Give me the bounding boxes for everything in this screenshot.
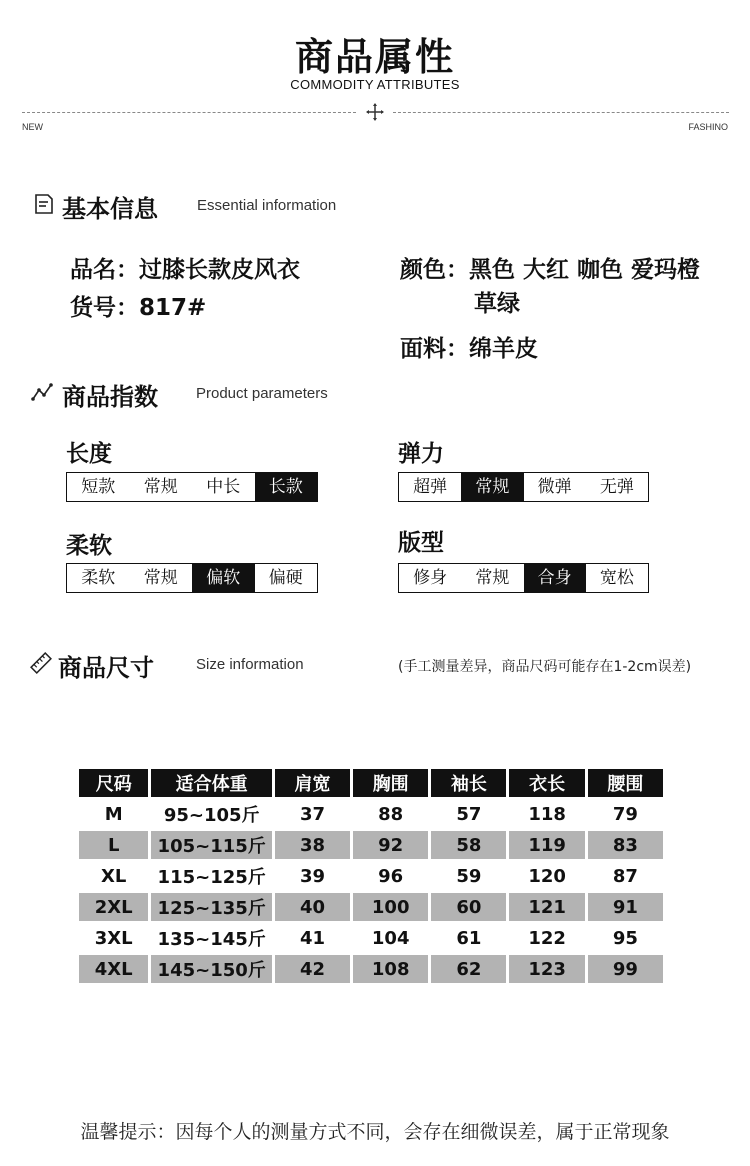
color-line-1: 颜色：黑色 大红 咖色 爱玛橙 [400,257,701,283]
table-header-row [79,769,663,797]
table-cell: 95 [588,924,663,952]
table-cell: 119 [509,831,584,859]
table-header-cell: 尺码 [79,769,148,797]
param-option: 超弹 [413,477,448,497]
param-label-fit: 版型 [398,530,444,556]
table-cell: 96 [353,862,428,890]
size-table [76,766,666,986]
size-title: 商品尺寸 [58,654,154,682]
page-subtitle: COMMODITY ATTRIBUTES [290,77,460,92]
param-option-selected: 合身 [524,564,586,592]
table-cell: 115~125斤 [151,862,271,890]
table-cell: 88 [353,800,428,828]
param-option: 柔软 [81,568,116,588]
param-label-softness: 柔软 [66,533,112,559]
new-label: NEW [22,122,43,132]
table-cell: 123 [509,955,584,983]
document-icon [33,193,55,215]
param-box-softness [66,563,318,593]
size-note: (手工测量差异，商品尺码可能存在1-2cm误差) [398,659,692,675]
param-option-selected: 常规 [461,473,523,501]
table-cell: 105~115斤 [151,831,271,859]
table-cell: 99 [588,955,663,983]
table-cell: M [79,800,148,828]
params-subtitle: Product parameters [196,385,328,402]
table-row [79,800,663,828]
param-option-selected: 长款 [255,473,318,501]
basic-info-subtitle: Essential information [197,197,337,214]
table-header-cell: 袖长 [431,769,506,797]
table-cell: 83 [588,831,663,859]
fabric: 面料：绵羊皮 [400,336,538,362]
table-cell: 125~135斤 [151,893,271,921]
table-cell: 57 [431,800,506,828]
table-cell: 4XL [79,955,148,983]
table-cell: 62 [431,955,506,983]
param-label-length: 长度 [66,441,112,467]
table-cell: 40 [275,893,350,921]
param-option: 常规 [475,568,510,588]
param-option: 短款 [81,477,116,497]
param-option: 偏硬 [268,568,303,588]
param-box-elasticity [398,472,649,502]
table-header-cell: 腰围 [588,769,663,797]
table-row [79,955,663,983]
param-box-length [66,472,318,502]
table-cell: 42 [275,955,350,983]
param-option: 常规 [143,477,178,497]
param-option-selected: 偏软 [192,564,255,592]
table-cell: L [79,831,148,859]
param-option: 微弹 [537,477,572,497]
table-cell: 61 [431,924,506,952]
basic-info-title: 基本信息 [62,195,158,223]
page-title: 商品属性 [294,35,455,79]
table-cell: 59 [431,862,506,890]
param-option: 中长 [206,477,241,497]
fashino-label: FASHINO [688,122,728,132]
divider-left [22,112,356,113]
ruler-icon [30,652,52,674]
table-header-cell: 胸围 [353,769,428,797]
table-cell: 92 [353,831,428,859]
params-title: 商品指数 [62,383,158,411]
param-option: 修身 [413,568,448,588]
table-cell: 100 [353,893,428,921]
table-cell: 60 [431,893,506,921]
table-row [79,862,663,890]
footer-note: 温馨提示：因每个人的测量方式不同，会存在细微误差，属于正常现象 [80,1121,670,1143]
table-row [79,831,663,859]
table-header-cell: 适合体重 [151,769,271,797]
size-subtitle: Size information [196,656,304,673]
color-line-2: 草绿 [474,291,520,317]
cross-ornament-icon [366,103,384,121]
table-cell: 104 [353,924,428,952]
table-cell: 95~105斤 [151,800,271,828]
table-cell: XL [79,862,148,890]
table-cell: 58 [431,831,506,859]
table-cell: 108 [353,955,428,983]
trend-line-icon [31,381,53,403]
param-label-elasticity: 弹力 [398,441,444,467]
divider-right [393,112,729,113]
table-cell: 118 [509,800,584,828]
table-row [79,924,663,952]
table-cell: 39 [275,862,350,890]
table-header-cell: 肩宽 [275,769,350,797]
table-cell: 91 [588,893,663,921]
table-cell: 37 [275,800,350,828]
product-name: 品名：过膝长款皮风衣 [70,257,300,283]
param-box-fit [398,563,649,593]
item-number: 货号：817# [70,295,207,321]
param-option: 常规 [143,568,178,588]
table-cell: 2XL [79,893,148,921]
table-cell: 3XL [79,924,148,952]
table-cell: 87 [588,862,663,890]
table-cell: 38 [275,831,350,859]
table-cell: 135~145斤 [151,924,271,952]
table-header-cell: 衣长 [509,769,584,797]
table-cell: 41 [275,924,350,952]
table-cell: 122 [509,924,584,952]
table-cell: 79 [588,800,663,828]
table-row [79,893,663,921]
table-cell: 120 [509,862,584,890]
table-cell: 121 [509,893,584,921]
table-cell: 145~150斤 [151,955,271,983]
param-option: 宽松 [599,568,634,588]
param-option: 无弹 [599,477,634,497]
